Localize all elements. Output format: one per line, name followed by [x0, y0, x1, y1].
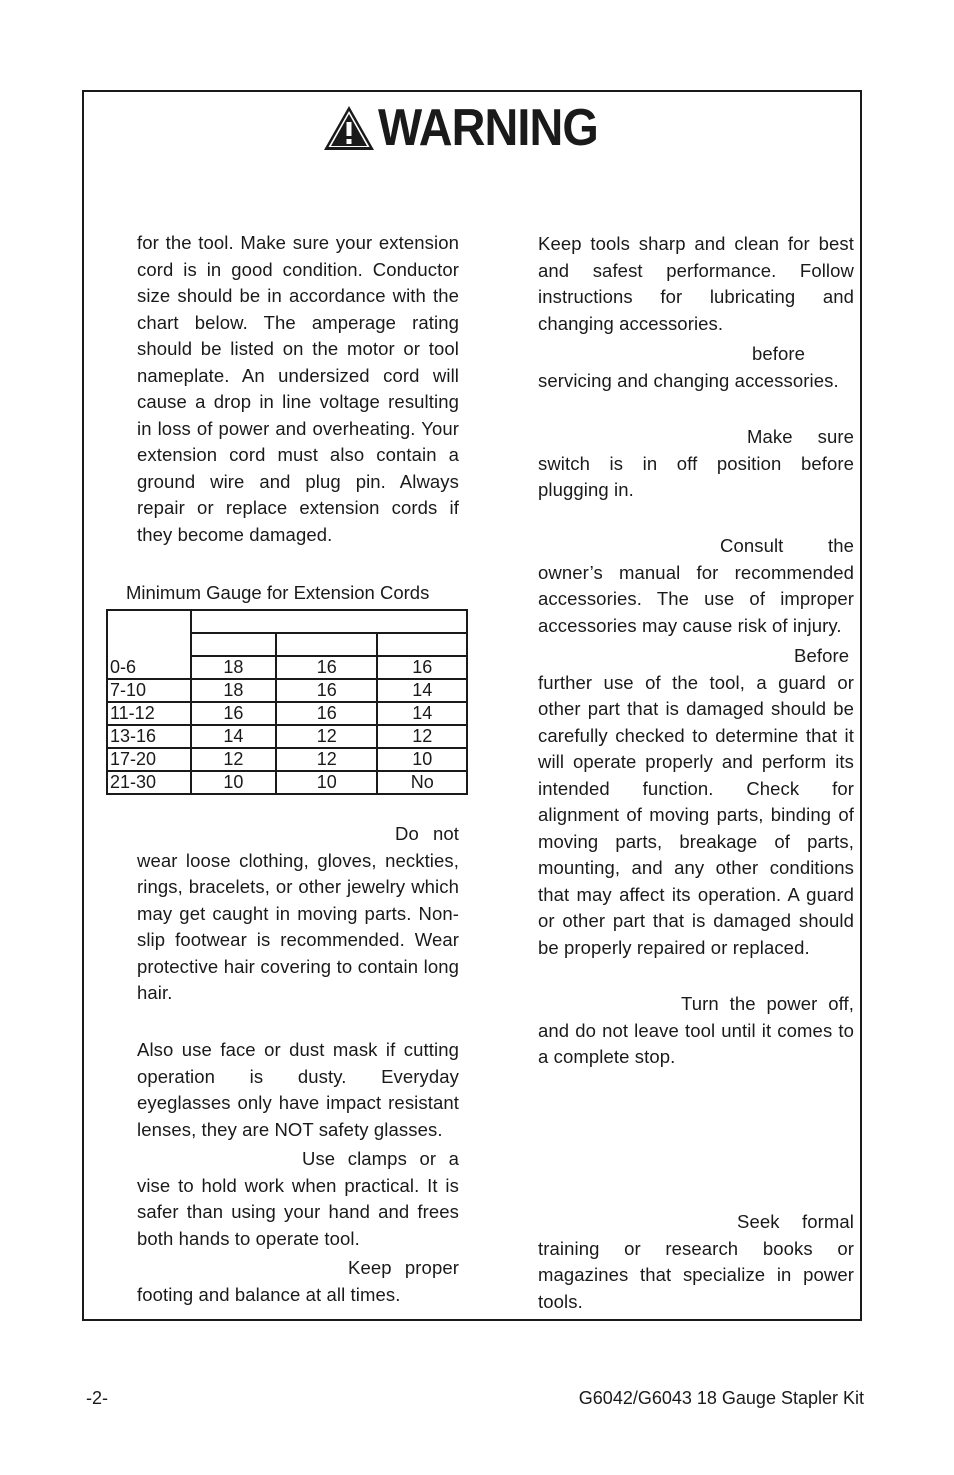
table-header-cell: [377, 633, 467, 656]
extension-cord-paragraph: for the tool. Make sure your extension cord is in good condition. Conductor size should be in accordance with the chart below. The amperage rating should be listed on the motor or tool nameplate. An undersized cord will cause a drop in line voltage resulting in loss of power and overheating. Your extension cord must also contain a ground wire and plug pin. Always repair or replace extension cords if they become damaged.: [137, 232, 459, 545]
gauge-cell: 14: [377, 702, 467, 725]
switch-text: Make sure switch is in off position before plugging in.: [538, 426, 854, 500]
warning-title: WARNING: [377, 99, 598, 157]
accessories-paragraph: [538, 533, 854, 639]
gauge-cell: 14: [191, 725, 277, 748]
gauge-cell: 12: [191, 748, 277, 771]
table-caption: Minimum Gauge for Extension Cords: [126, 582, 430, 603]
training-paragraph: [538, 1209, 854, 1315]
table-header-cell: [191, 633, 277, 656]
gauge-cell: 16: [276, 679, 377, 702]
eye-protection-paragraph: Also use face or dust mask if cutting operation is dusty. Everyday eyeglasses only have impact resistant lenses, they are NOT safety glasses.: [137, 1039, 459, 1140]
gauge-cell: No: [377, 771, 467, 794]
amp-cell: 21-30: [107, 771, 191, 794]
gauge-cell: 18: [191, 679, 277, 702]
amp-cell: 7-10: [107, 679, 191, 702]
page-number: -2-: [86, 1388, 108, 1408]
maintenance-paragraph: Keep tools sharp and clean for best and safest performance. Follow instructions for lubricating and changing accessories.: [538, 233, 854, 334]
table-header-cell: [191, 610, 467, 633]
switch-paragraph: [538, 424, 854, 504]
table-row: [107, 771, 467, 794]
training-text: Seek formal training or research books or magazines that specialize in power tools.: [538, 1211, 854, 1312]
power-off-text: Turn the power off, and do not leave tool until it comes to a complete stop.: [538, 993, 854, 1067]
warning-header: [84, 98, 860, 158]
amp-cell: 0-6: [107, 656, 191, 679]
gauge-cell: 16: [276, 702, 377, 725]
table-header-row: [107, 610, 467, 633]
clamps-text: Use clamps or a vise to hold work when practical. It is safer than using your hand and frees both hands to operate tool.: [137, 1148, 459, 1249]
damaged-parts-text: Before further use of the tool, a guard or other part that is damaged should be carefully checked to determine that it will operate properly and perform its intended function. Check for alignment of moving parts, binding of moving parts, breakage of parts, mounting, and any other conditions that may affect its operation. A guard or other part that is damaged should be properly repaired or replaced.: [538, 645, 854, 958]
accessories-text: Consult the owner’s manual for recommended accessories. The use of improper accessories may cause risk of injury.: [538, 535, 854, 636]
disconnect-paragraph: [538, 341, 854, 394]
table-row: [107, 679, 467, 702]
amp-cell: 13-16: [107, 725, 191, 748]
gauge-table: [106, 609, 468, 795]
table-header-cell: [276, 633, 377, 656]
table-row: [107, 725, 467, 748]
table-header-cell: [107, 610, 191, 656]
clothing-text: Do not wear loose clothing, gloves, neckties, rings, bracelets, or other jewelry which may get caught in moving parts. Non-slip footwear is recommended. Wear protective hair covering to contain long hair.: [137, 823, 459, 1003]
gauge-cell: 16: [276, 656, 377, 679]
table-row: [107, 656, 467, 679]
footing-text: Keep proper footing and balance at all times.: [137, 1257, 459, 1305]
gauge-cell: 12: [276, 748, 377, 771]
gauge-cell: 18: [191, 656, 277, 679]
gauge-cell: 12: [377, 725, 467, 748]
clamps-paragraph: [137, 1146, 459, 1252]
gauge-cell: 10: [191, 771, 277, 794]
gauge-cell: 10: [276, 771, 377, 794]
warning-triangle-icon: [322, 104, 376, 152]
footing-paragraph: [137, 1255, 459, 1308]
amp-cell: 11-12: [107, 702, 191, 725]
clothing-paragraph: [137, 821, 459, 1007]
gauge-cell: 16: [191, 702, 277, 725]
damaged-parts-paragraph: [538, 643, 854, 961]
table-row: [107, 702, 467, 725]
gauge-cell: 12: [276, 725, 377, 748]
disconnect-text: before servicing and changing accessories.: [538, 343, 839, 391]
gauge-cell: 16: [377, 656, 467, 679]
product-title: G6042/G6043 18 Gauge Stapler Kit: [578, 1388, 864, 1408]
power-off-paragraph: [538, 991, 854, 1071]
table-row: [107, 748, 467, 771]
gauge-cell: 14: [377, 679, 467, 702]
gauge-cell: 10: [377, 748, 467, 771]
amp-cell: 17-20: [107, 748, 191, 771]
